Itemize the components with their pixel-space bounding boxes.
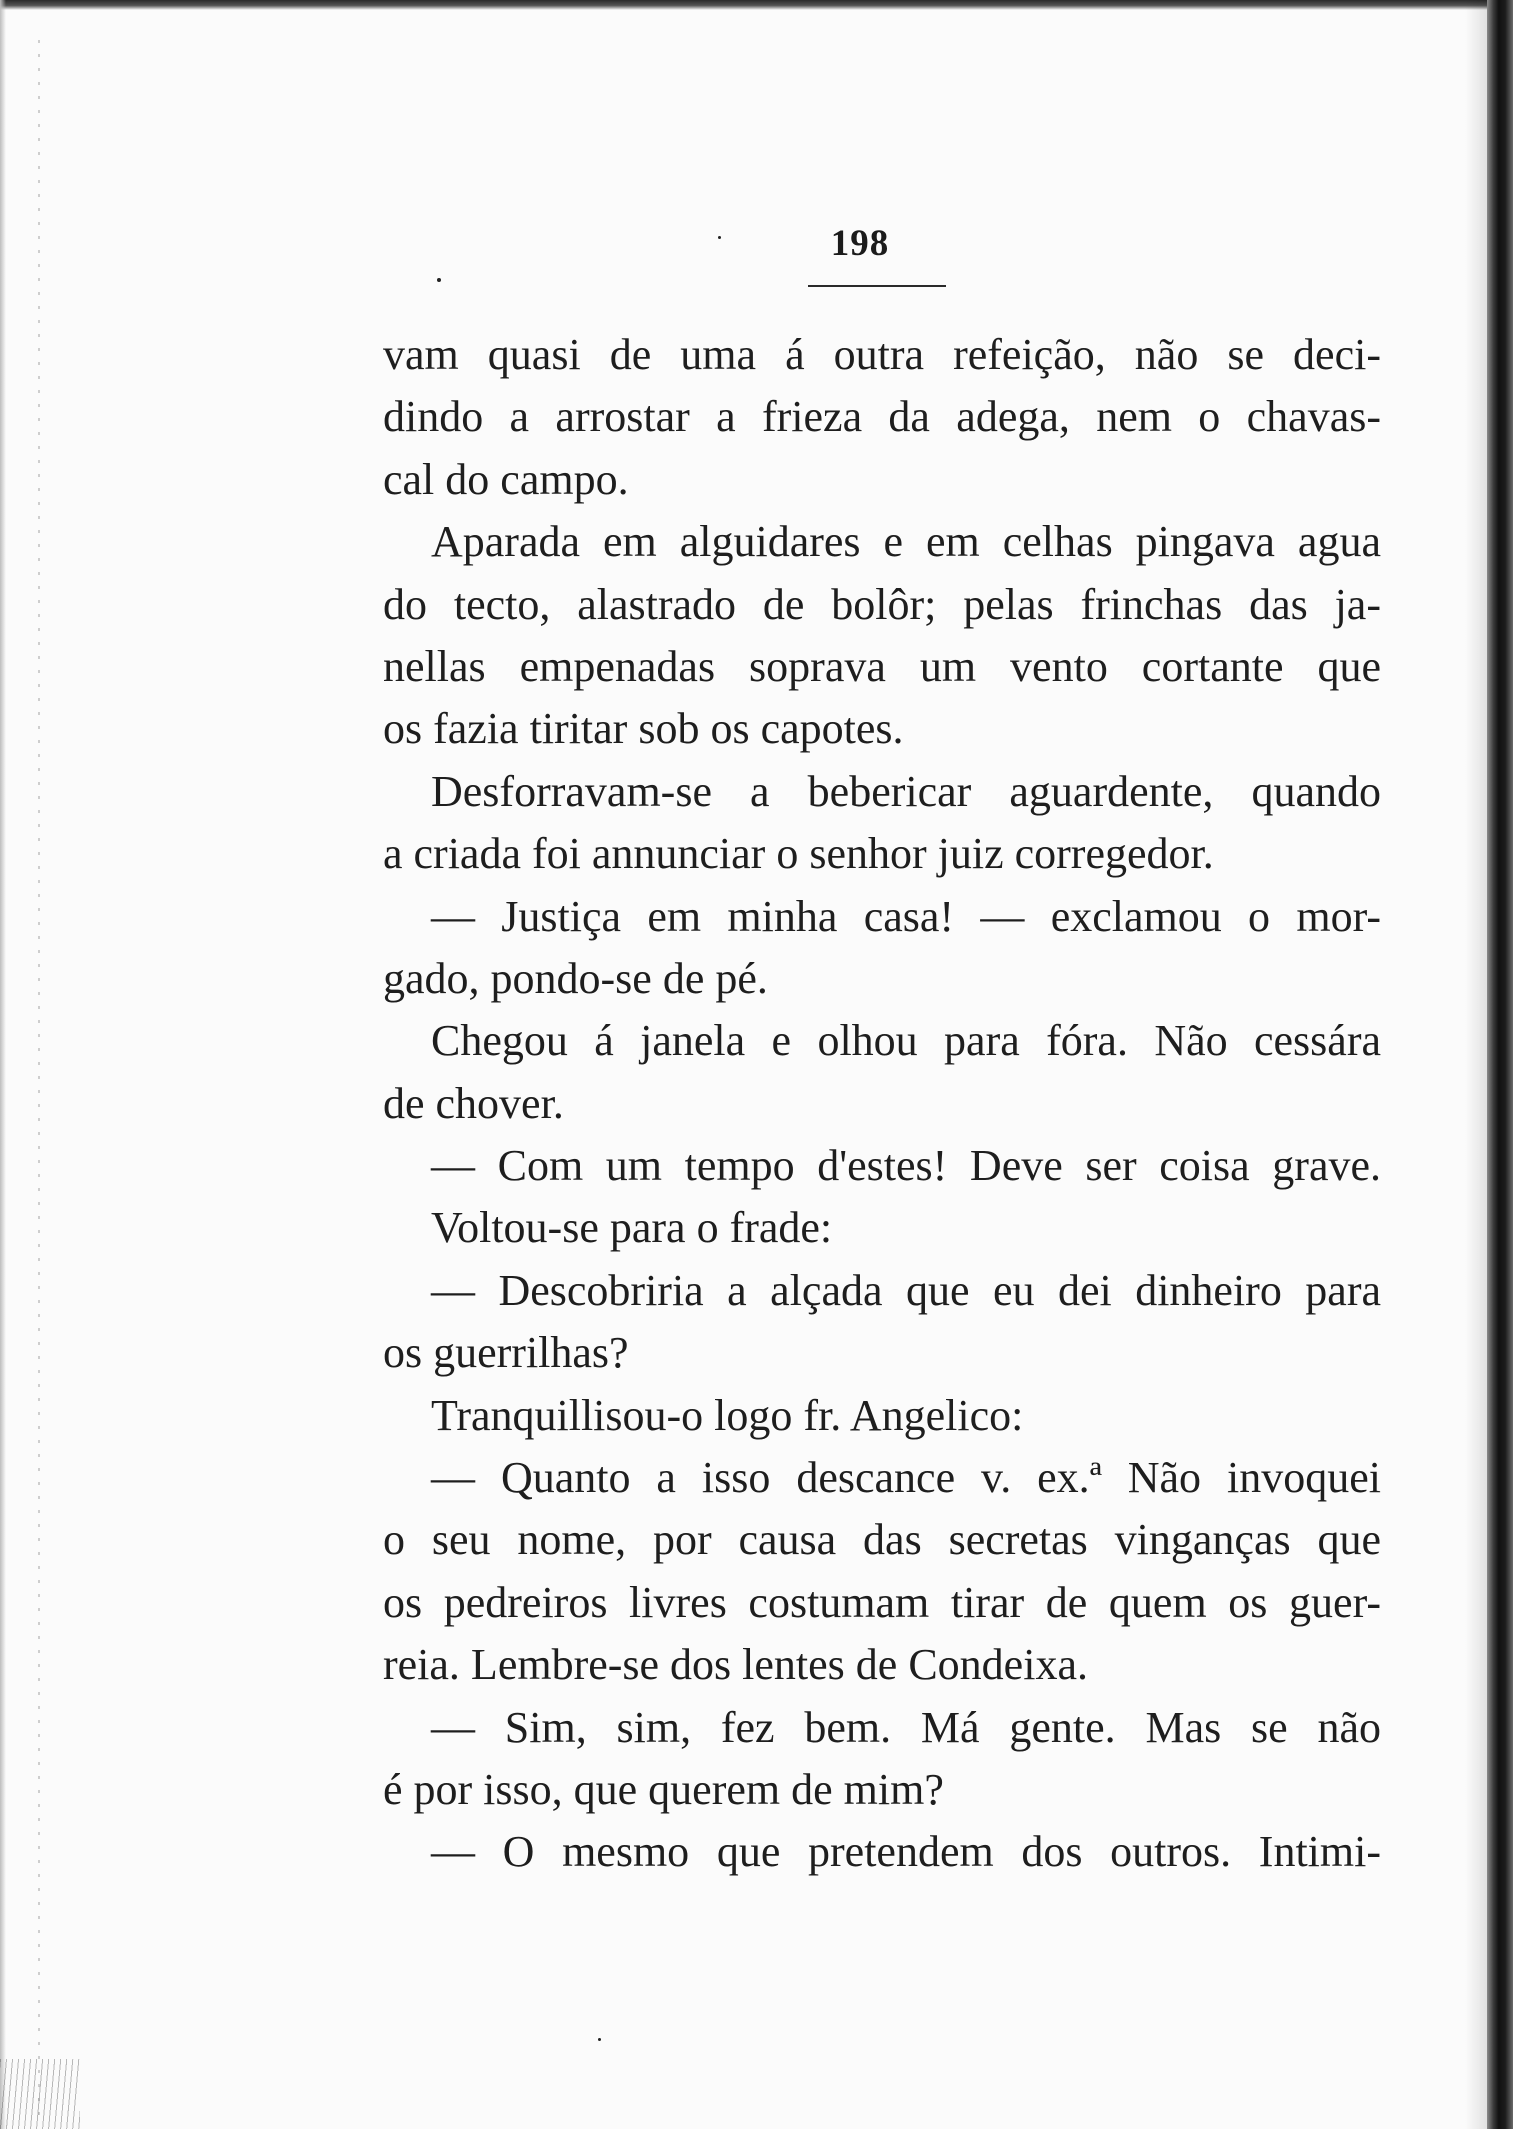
text-line: Chegou á janela e olhou para fóra. Não cessára (431, 1016, 1381, 1066)
text-line: — O mesmo que pretendem dos outros. Intimi- (431, 1827, 1381, 1877)
text-line: — Quanto a isso descance v. ex.ª Não invoquei (431, 1453, 1381, 1503)
text-line: dindo a arrostar a frieza da adega, nem o chavas- (383, 392, 1381, 442)
text-line: nellas empenadas soprava um vento cortante que (383, 641, 1381, 691)
text-line: Voltou-se para o frade: (431, 1203, 833, 1253)
ink-speck (598, 2038, 601, 2041)
header-rule (808, 285, 946, 287)
body-text (383, 324, 1381, 1884)
text-line: Tranquillisou-o logo fr. Angelico: (431, 1390, 1024, 1440)
scan-gutter-shadow (1465, 0, 1487, 2129)
text-line: Aparada em alguidares e em celhas pingava agua (431, 517, 1381, 567)
text-line: o seu nome, por causa das secretas vinganças que (383, 1515, 1381, 1565)
text-line: os pedreiros livres costumam tirar de quem os guer- (383, 1577, 1381, 1627)
text-line: — Sim, sim, fez bem. Má gente. Mas se não (431, 1702, 1381, 1752)
text-line: de chover. (383, 1078, 564, 1128)
scan-left-edge (0, 0, 6, 2129)
text-line: gado, pondo-se de pé. (383, 953, 768, 1003)
text-line: do tecto, alastrado de bolôr; pelas frinchas das ja- (383, 579, 1381, 629)
ink-speck (437, 278, 441, 282)
text-line: reia. Lembre-se dos lentes de Condeixa. (383, 1640, 1088, 1690)
ink-speck (718, 236, 721, 239)
text-line: — Descobriria a alçada que eu dei dinheiro para (431, 1265, 1381, 1315)
scan-top-edge (0, 0, 1513, 10)
text-line: cal do campo. (383, 454, 629, 504)
text-line: — Com um tempo d'estes! Deve ser coisa grave. (431, 1141, 1381, 1191)
page-number: 198 (830, 223, 890, 264)
text-line: vam quasi de uma á outra refeição, não se deci- (383, 330, 1381, 379)
text-line: os guerrilhas? (383, 1328, 629, 1378)
scan-left-margin-marks (38, 40, 40, 2120)
scan-right-edge (1487, 0, 1513, 2129)
text-line: Desforravam-se a bebericar aguardente, quando (431, 766, 1381, 816)
text-line: é por isso, que querem de mim? (383, 1764, 944, 1814)
text-line: — Justiça em minha casa! — exclamou o mor- (431, 891, 1381, 941)
scan-corner-marks (0, 2059, 80, 2129)
text-line: os fazia tiritar sob os capotes. (383, 704, 904, 754)
text-line: a criada foi annunciar o senhor juiz corregedor. (383, 829, 1214, 879)
